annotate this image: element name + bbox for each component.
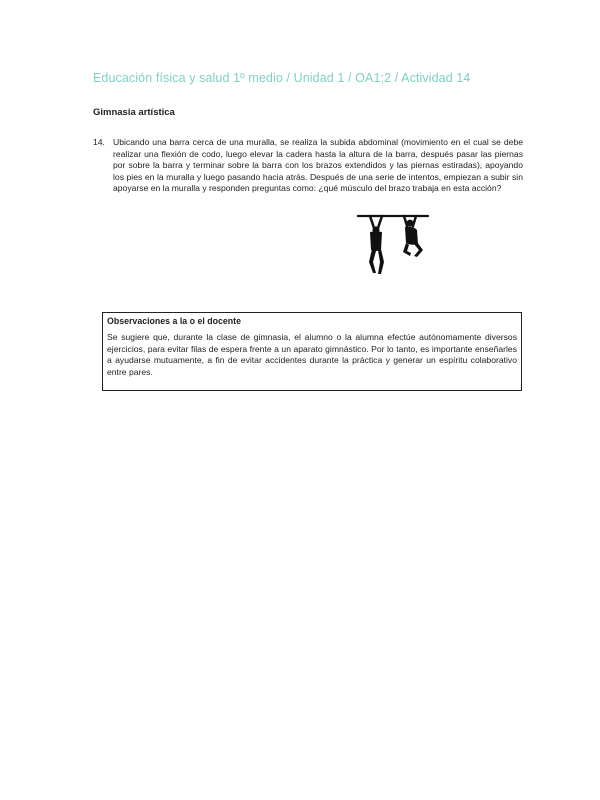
- activity-item: [93, 137, 523, 195]
- gymnast-bar-icon: [356, 210, 436, 280]
- gymnast-hanging-shape: [369, 216, 384, 274]
- activity-number: 14.: [93, 137, 105, 147]
- activity-text: Ubicando una barra cerca de una muralla, se realiza la subida abdominal (movimiento en el cual se debe realizar una flexión de codo, luego elevar la cadera hasta la altura de la barra, después pasar las piernas por sobre la barra y terminar sobre la barra con los brazos extendidos y las piernas estiradas), apoyando los pies en la muralla y luego pasando hacia atrás. Después de una serie de intentos, empiezan a subir sin apoyarse en la muralla y responden preguntas como: ¿qué músculo del brazo trabaja en esta acción?: [113, 137, 523, 194]
- gymnast-flexed-shape: [403, 216, 423, 257]
- observations-text: Se sugiere que, durante la clase de gimnasia, el alumno o la alumna efectúe autónomamente diversos ejercicios, para evitar filas de espera frente a un aparato gimnástico. Por lo tanto, es importante enseñarles a ayudarse mutuamente, a fin de evitar accidentes durante la práctica y generar un espíritu colaborativo entre pares.: [107, 332, 517, 377]
- section-title: Gimnasia artística: [93, 107, 175, 118]
- teacher-observations-box: [102, 312, 522, 391]
- page-title: Educación física y salud 1º medio / Unidad 1 / OA1;2 / Actividad 14: [93, 71, 471, 85]
- observations-title: Observaciones a la o el docente: [107, 316, 241, 326]
- gymnast-bar-illustration: [356, 210, 436, 280]
